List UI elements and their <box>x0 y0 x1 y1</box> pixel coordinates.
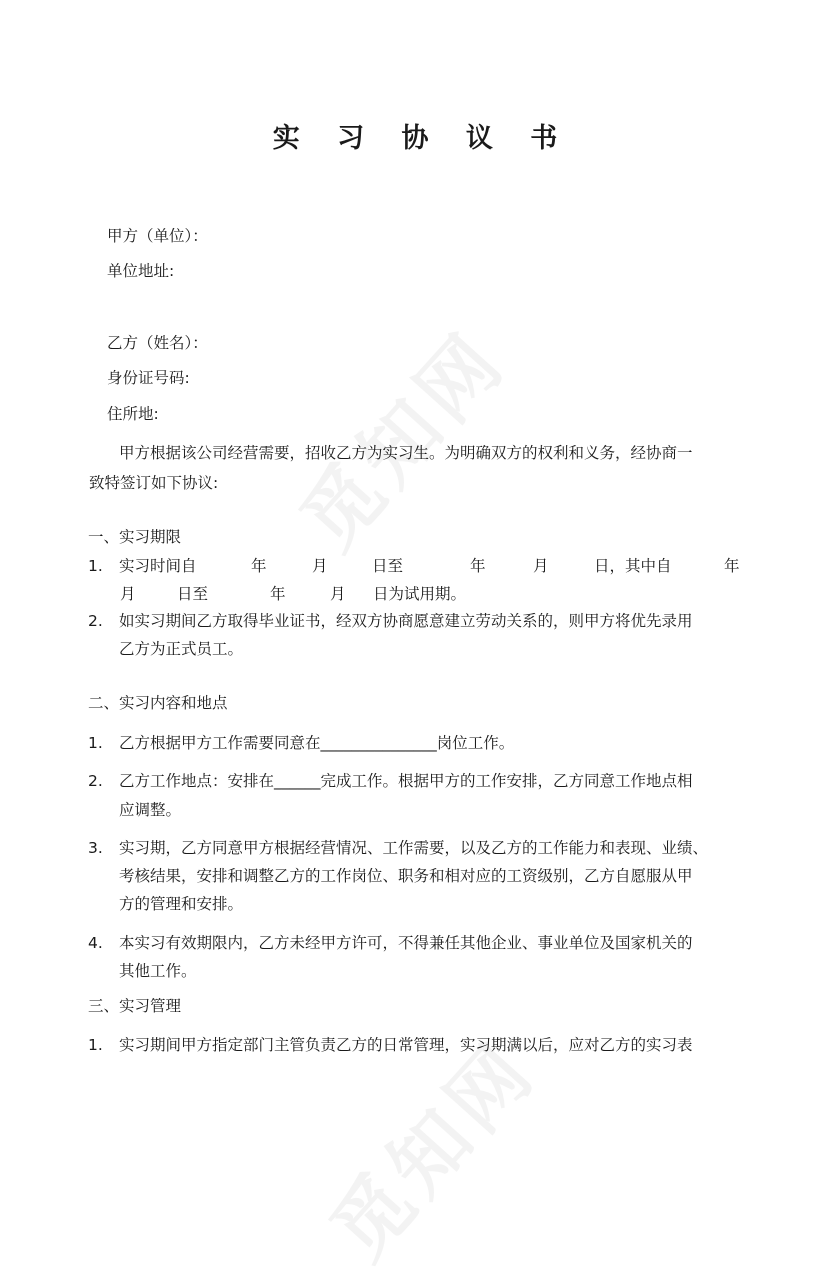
item-number: 1. <box>88 557 103 575</box>
party-b-residence-label: 住所地: <box>107 405 159 423</box>
item-text-line: 其他工作。 <box>119 962 197 980</box>
item-number: 1. <box>88 734 103 752</box>
item-number: 2. <box>88 612 103 630</box>
text-fragment: 日至 <box>177 585 209 603</box>
text-fragment: 月 <box>120 585 136 603</box>
text-fragment: 年 <box>724 557 740 575</box>
document-title: 实 习 协 议 书 <box>272 123 572 154</box>
text-fragment: 月 <box>533 557 549 575</box>
item-text-line: 方的管理和安排。 <box>119 895 244 913</box>
text-fragment: 日为试用期。 <box>373 585 467 603</box>
item-text-line: 实习期，乙方同意甲方根据经营情况、工作需要，以及乙方的工作能力和表现、业绩、 <box>119 839 709 857</box>
item-text-line: 考核结果，安排和调整乙方的工作岗位、职务和相对应的工资级别，乙方自愿服从甲 <box>119 867 693 885</box>
party-a-name-label: 甲方（单位）： <box>107 227 208 245</box>
item-text-line: 乙方根据甲方工作需要同意在_______________岗位工作。 <box>119 734 515 752</box>
item-number: 4. <box>88 934 103 952</box>
item-text-line: 应调整。 <box>119 801 182 819</box>
item-text-line: 实习期间甲方指定部门主管负责乙方的日常管理，实习期满以后，应对乙方的实习表 <box>119 1036 693 1054</box>
section-heading: 一、实习期限 <box>88 528 182 546</box>
text-fragment: 日，其中自 <box>594 557 672 575</box>
text-fragment: 实习时间自 <box>119 557 197 575</box>
internship-period-line <box>119 556 197 576</box>
text-fragment: 月 <box>330 585 346 603</box>
text-fragment: 年 <box>470 557 486 575</box>
item-text-line: 乙方工作地点：安排在______完成工作。根据甲方的工作安排，乙方同意工作地点相 <box>119 772 693 790</box>
watermark <box>271 303 527 570</box>
section-heading: 三、实习管理 <box>88 997 182 1015</box>
party-b-id-label: 身份证号码: <box>107 369 190 387</box>
item-text-line: 乙方为正式员工。 <box>119 640 244 658</box>
text-fragment: 年 <box>270 585 286 603</box>
item-number: 3. <box>88 839 103 857</box>
item-text-line: 如实习期间乙方取得毕业证书，经双方协商愿意建立劳动关系的，则甲方将优先录用 <box>119 612 693 630</box>
text-fragment: 日至 <box>372 557 404 575</box>
text-fragment: 月 <box>312 557 328 575</box>
intro-paragraph-line: 甲方根据该公司经营需要，招收乙方为实习生。为明确双方的权利和义务，经协商一 <box>119 444 693 462</box>
item-number: 1. <box>88 1036 103 1054</box>
intro-paragraph-line: 致特签订如下协议: <box>89 474 219 492</box>
text-fragment: 年 <box>251 557 267 575</box>
item-number: 2. <box>88 772 103 790</box>
item-text-line: 本实习有效期限内，乙方未经甲方许可，不得兼任其他企业、事业单位及国家机关的 <box>119 934 693 952</box>
party-b-name-label: 乙方（姓名）： <box>107 334 208 352</box>
party-a-address-label: 单位地址: <box>107 262 175 280</box>
section-heading: 二、实习内容和地点 <box>88 694 228 712</box>
